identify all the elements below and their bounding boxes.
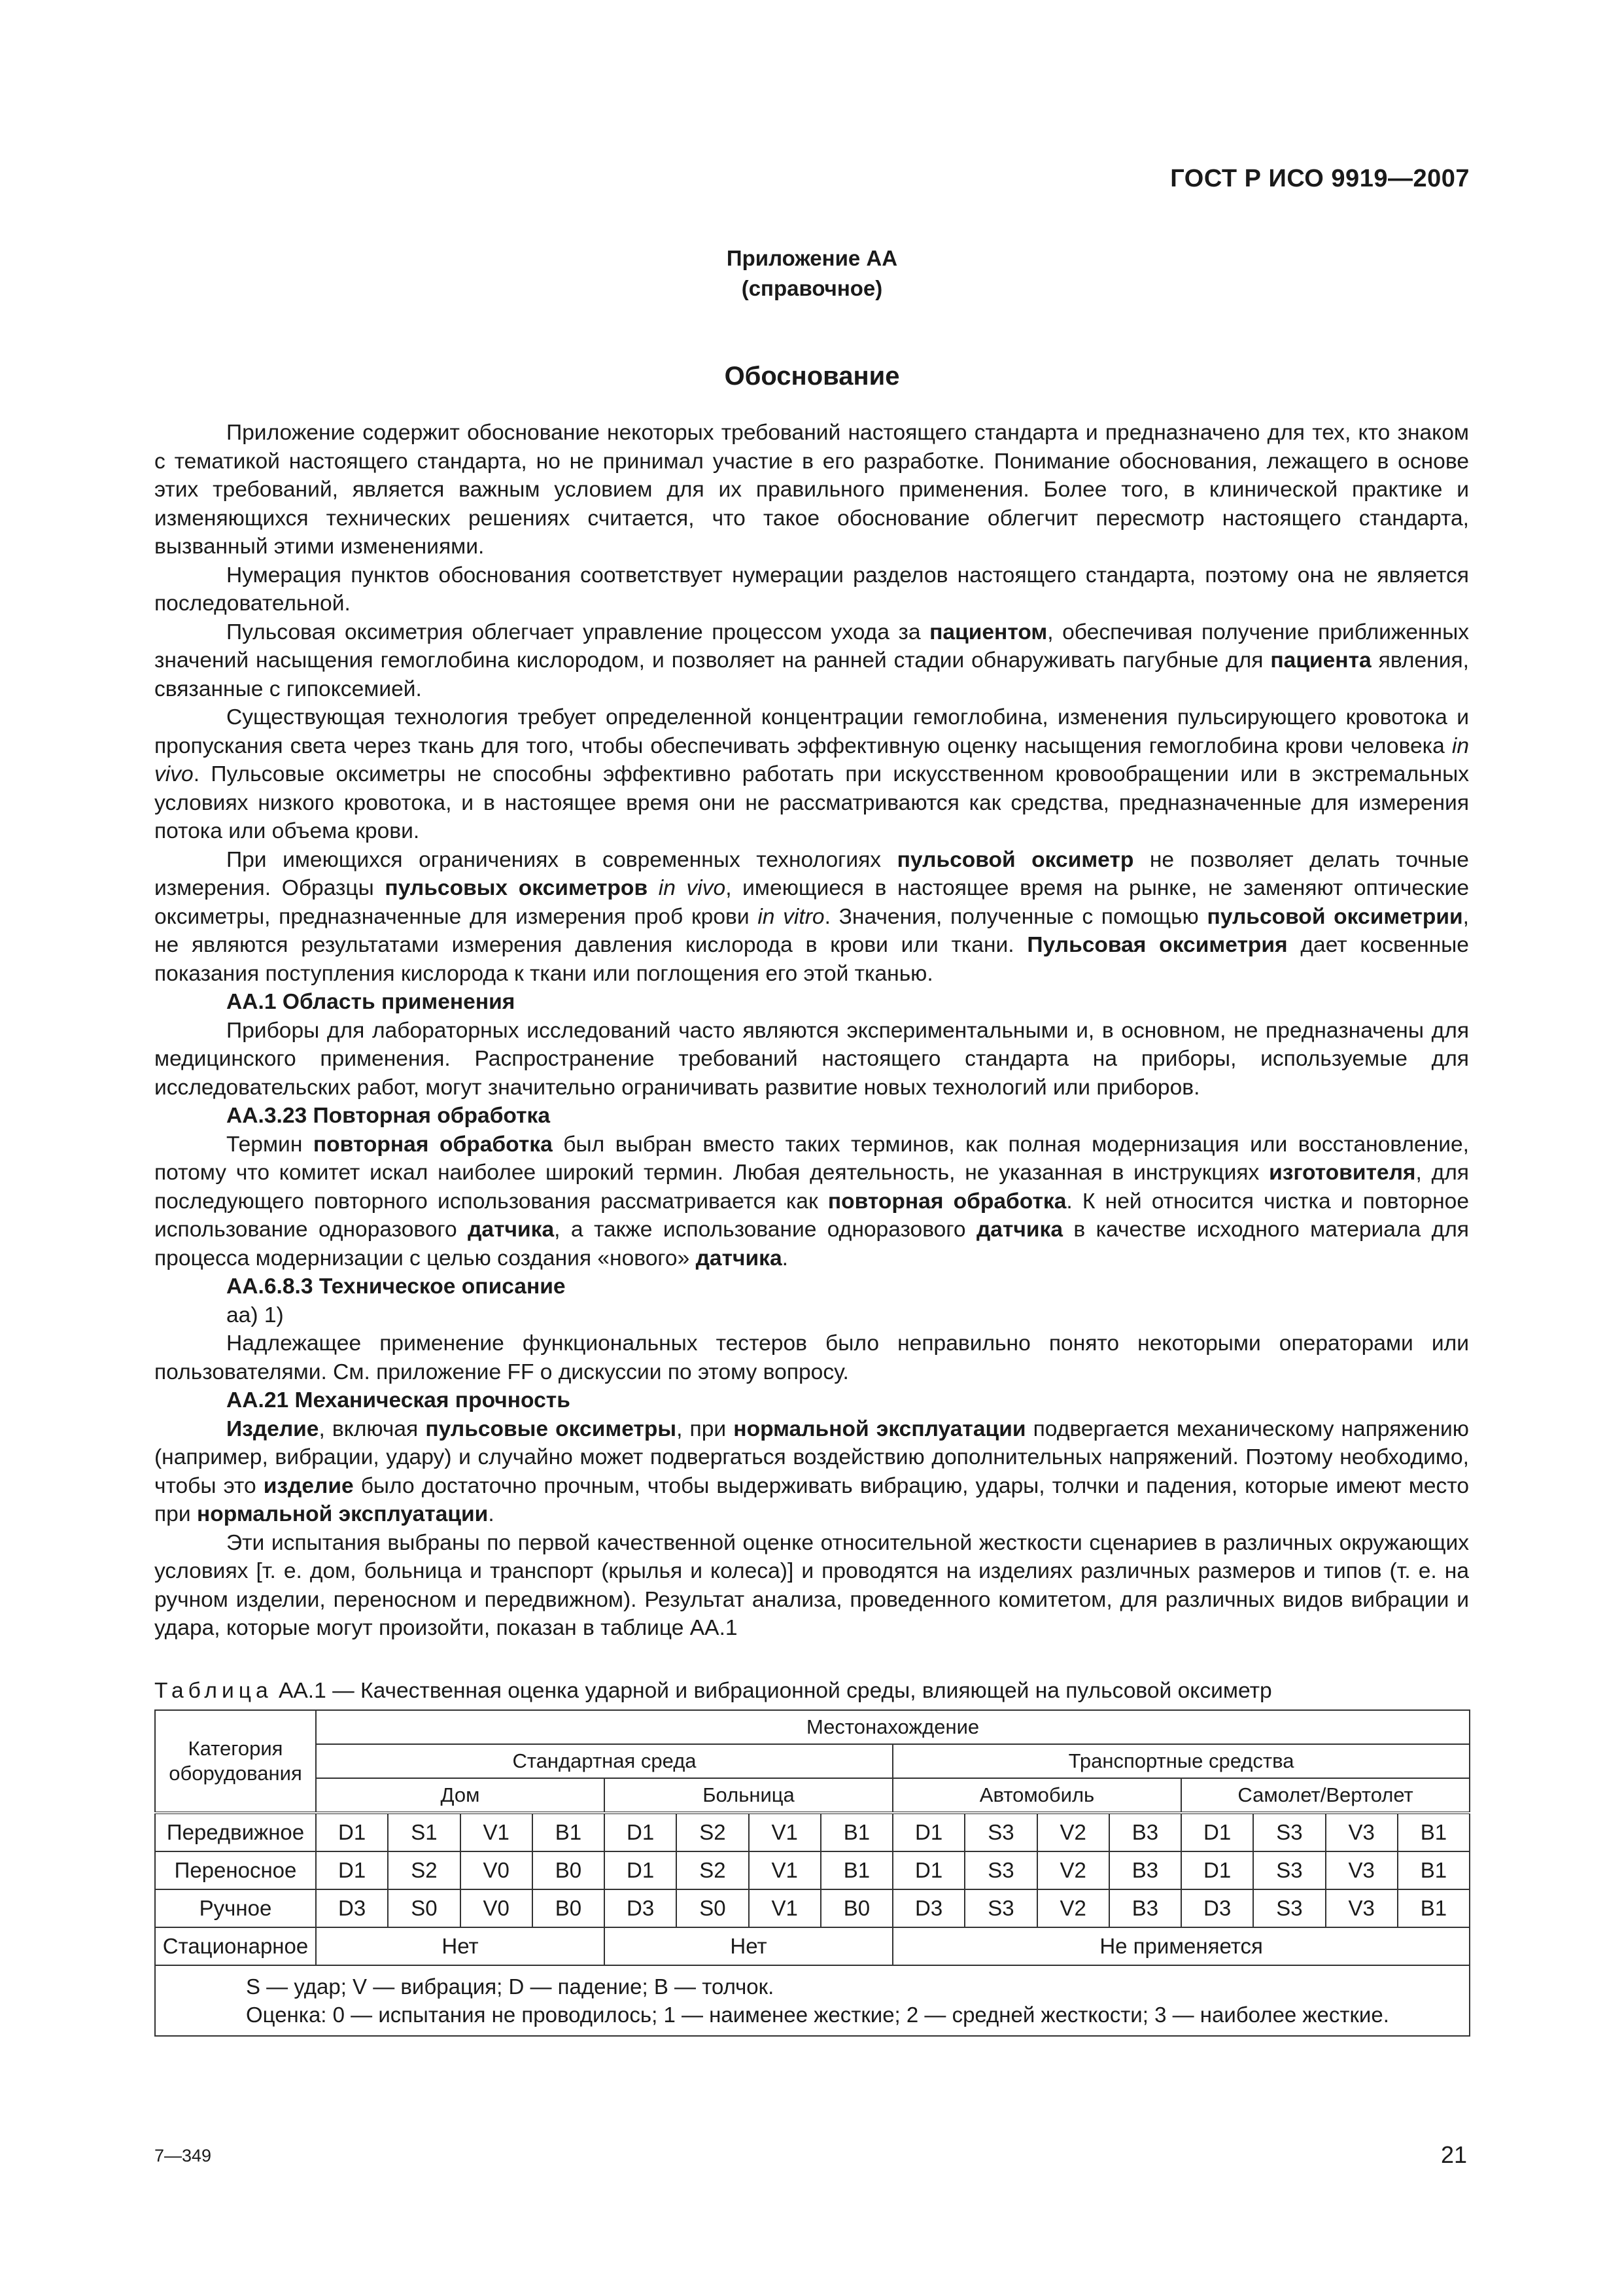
section-heading: АА.3.23 Повторная обработка bbox=[226, 1104, 551, 1128]
rating-cell: B3 bbox=[1109, 1813, 1181, 1851]
rating-cell: B1 bbox=[532, 1813, 604, 1851]
page-title: Обоснование bbox=[724, 362, 900, 391]
rating-cell: B0 bbox=[532, 1889, 604, 1927]
rating-cell: D1 bbox=[893, 1851, 965, 1889]
rating-cell: V2 bbox=[1037, 1813, 1109, 1851]
rating-cell: S3 bbox=[1253, 1889, 1325, 1927]
rating-cell: D3 bbox=[1181, 1889, 1253, 1927]
rating-cell: B0 bbox=[532, 1851, 604, 1889]
rating-cell: S0 bbox=[388, 1889, 460, 1927]
rating-cell: D1 bbox=[893, 1813, 965, 1851]
rating-cell: D1 bbox=[1181, 1851, 1253, 1889]
rating-cell: S0 bbox=[676, 1889, 748, 1927]
col-header-standard-env: Стандартная среда bbox=[316, 1744, 893, 1778]
rating-cell: V3 bbox=[1326, 1889, 1398, 1927]
rating-cell: D1 bbox=[316, 1813, 388, 1851]
rating-cell: D3 bbox=[893, 1889, 965, 1927]
paragraph: Надлежащее применение функциональных тестеров было неправильно понято некоторыми операторами или пользователями. См. приложение FF о дискуссии по этому вопросу. bbox=[154, 1331, 1469, 1384]
stationary-hospital-cell: Нет bbox=[604, 1927, 893, 1965]
table-rating-note: Оценка: 0 — испытания не проводилось; 1 — наименее жесткие; 2 — средней жесткости; 3 — наиболее жесткие. bbox=[246, 2003, 1389, 2027]
paragraph: Пульсовая оксиметрия облегчает управление процессом ухода за пациентом, обеспечивая получение приближенных значений насыщения гемоглобина кислородом, и позволяет на ранней стадии обнаруживать пагубные для пациента явления, связанные с гипоксемией. bbox=[154, 620, 1469, 701]
rating-cell: V0 bbox=[460, 1851, 532, 1889]
rating-cell: S2 bbox=[676, 1851, 748, 1889]
rating-cell: S3 bbox=[965, 1851, 1037, 1889]
footer-print-code: 7—349 bbox=[154, 2146, 212, 2165]
rating-cell: S1 bbox=[388, 1813, 460, 1851]
equipment-category-cell: Стационарное bbox=[155, 1927, 316, 1965]
rating-cell: V1 bbox=[749, 1889, 821, 1927]
equipment-category-cell: Переносное bbox=[155, 1851, 316, 1889]
equipment-category-cell: Передвижное bbox=[155, 1813, 316, 1851]
col-header-home: Дом bbox=[316, 1778, 604, 1813]
table-caption-text: АА.1 — Качественная оценка ударной и вибрационной среды, влияющей на пульсовой оксиметр bbox=[272, 1679, 1272, 1703]
section-heading: АА.21 Механическая прочность bbox=[226, 1388, 570, 1412]
document-code: ГОСТ Р ИСО 9919—2007 bbox=[1170, 165, 1470, 192]
rating-cell: V1 bbox=[749, 1851, 821, 1889]
paragraph: При имеющихся ограничениях в современных технологиях пульсовой оксиметр не позволяет делать точные измерения. Образцы пульсовых оксиметров in vivo, имеющиеся в настоящее время на рынке, не заменяют оптические оксиметры, предназначенные для измерения проб крови in vitro. Значения, полученные с помощью пульсовой оксиметрии, не являются результатами измерения давления кислорода в крови или ткани. Пульсовая оксиметрия дает косвенные показания поступления кислорода к ткани или поглощения его этой тканью. bbox=[154, 847, 1470, 986]
paragraph: Приборы для лабораторных исследований часто являются экспериментальными и, в основном, не предназначены для медицинского применения. Распространение требований настоящего стандарта на приборы, используемые для исследовательских работ, могут значительно ограничивать развитие новых технологий или приборов. bbox=[154, 1018, 1469, 1100]
col-header-car: Автомобиль bbox=[893, 1778, 1181, 1813]
rating-cell: S2 bbox=[388, 1851, 460, 1889]
col-header-hospital: Больница bbox=[604, 1778, 893, 1813]
rating-cell: B1 bbox=[821, 1813, 893, 1851]
rating-cell: V0 bbox=[460, 1889, 532, 1927]
table-caption bbox=[154, 1677, 1469, 1706]
rating-cell: D3 bbox=[316, 1889, 388, 1927]
col-header-category: Категория оборудования bbox=[155, 1710, 316, 1813]
paragraph: Термин повторная обработка был выбран вместо таких терминов, как полная модернизация или восстановление, потому что комитет искал наиболее широкий термин. Любая деятельность, не указанная в инструкциях изготовителя, для последующего повторного использования рассматривается как повторная обработка. К ней относится чистка и повторное использование одноразового датчика, а также использование одноразового датчика в качестве исходного материала для процесса модернизации с целью создания «нового» датчика. bbox=[154, 1132, 1469, 1270]
rating-cell: V3 bbox=[1326, 1813, 1398, 1851]
body-text bbox=[154, 419, 1469, 1643]
table-row bbox=[155, 1851, 1470, 1889]
rating-cell: B0 bbox=[821, 1889, 893, 1927]
rating-cell: D1 bbox=[1181, 1813, 1253, 1851]
table-legend: S — удар; V — вибрация; D — падение; B — толчок. bbox=[246, 1974, 774, 1999]
appendix-heading bbox=[0, 243, 1624, 304]
rating-cell: B3 bbox=[1109, 1889, 1181, 1927]
rating-cell: D3 bbox=[604, 1889, 676, 1927]
rating-cell: B3 bbox=[1109, 1851, 1181, 1889]
rating-cell: B1 bbox=[1398, 1813, 1470, 1851]
table-notes-row bbox=[155, 1965, 1470, 2036]
col-header-transport: Транспортные средства bbox=[893, 1744, 1470, 1778]
rating-cell: B1 bbox=[821, 1851, 893, 1889]
paragraph: Существующая технология требует определенной концентрации гемоглобина, изменения пульсирующего кровотока и пропускания света через ткань для того, чтобы обеспечивать эффективную оценку насыщения гемоглобина крови человека in vivo. Пульсовые оксиметры не способны эффективно работать при искусственном кровообращении или в экстремальных условиях низкого кровотока, и в настоящее время они не рассматриваются как средства, предназначенные для измерения потока или объема крови. bbox=[154, 705, 1469, 843]
paragraph: Нумерация пунктов обоснования соответствует нумерации разделов настоящего стандарта, поэтому она не является последовательной. bbox=[154, 563, 1469, 616]
table-row bbox=[155, 1889, 1470, 1927]
rating-cell: V2 bbox=[1037, 1889, 1109, 1927]
rating-cell: S3 bbox=[965, 1813, 1037, 1851]
appendix-title: Приложение АА bbox=[726, 246, 898, 270]
rating-cell: D1 bbox=[604, 1813, 676, 1851]
rating-cell: D1 bbox=[316, 1851, 388, 1889]
appendix-subtitle: (справочное) bbox=[741, 276, 883, 300]
paragraph: Приложение содержит обоснование некоторых требований настоящего стандарта и предназначено для тех, кто знаком с тематикой настоящего стандарта, но не принимал участие в его разработке. Понимание обоснования, лежащего в основе этих требований, является важным условием для их правильного применения. Более того, в клинической практике и изменяющихся технических решениях считается, что такое обоснование облегчит пересмотр настоящего стандарта, вызванный этими изменениями. bbox=[154, 421, 1469, 559]
rating-cell: B1 bbox=[1398, 1889, 1470, 1927]
rating-cell: V1 bbox=[749, 1813, 821, 1851]
rating-cell: V1 bbox=[460, 1813, 532, 1851]
paragraph: Эти испытания выбраны по первой качественной оценке относительной жесткости сценариев в различных окружающих условиях [т. е. дом, больница и транспорт (крылья и колеса)] и проводятся на изделиях различных размеров и типов (т. е. на ручном изделии, переносном и передвижном). Результат анализа, проведенного комитетом, для различных видов вибрации и удара, которые могут произойти, показан в таблице АА.1 bbox=[154, 1530, 1469, 1640]
table-notes bbox=[155, 1965, 1470, 2036]
page-number: 21 bbox=[1440, 2141, 1467, 2168]
paragraph: аа) 1) bbox=[226, 1303, 284, 1327]
rating-cell: S3 bbox=[1253, 1851, 1325, 1889]
section-heading: АА.6.8.3 Техническое описание bbox=[226, 1274, 566, 1299]
rating-cell: V3 bbox=[1326, 1851, 1398, 1889]
impact-vibration-table bbox=[154, 1709, 1470, 2037]
rating-cell: S3 bbox=[965, 1889, 1037, 1927]
table-row bbox=[155, 1927, 1470, 1965]
paragraph: Изделие, включая пульсовые оксиметры, при нормальной эксплуатации подвергается механическому напряжению (например, вибрации, удару) и случайно может подвергаться воздействию дополнительных напряжений. Поэтому необходимо, чтобы это изделие было достаточно прочным, чтобы выдерживать вибрацию, удары, толчки и падения, которые имеют место при нормальной эксплуатации. bbox=[154, 1416, 1469, 1526]
stationary-home-cell: Нет bbox=[316, 1927, 604, 1965]
col-header-location: Местонахождение bbox=[316, 1710, 1470, 1744]
rating-cell: V2 bbox=[1037, 1851, 1109, 1889]
equipment-category-cell: Ручное bbox=[155, 1889, 316, 1927]
table-caption-prefix: Таблица bbox=[154, 1679, 273, 1703]
table-row bbox=[155, 1813, 1470, 1851]
rating-cell: S2 bbox=[676, 1813, 748, 1851]
section-heading: АА.1 Область применения bbox=[226, 990, 515, 1014]
col-header-aircraft: Самолет/Вертолет bbox=[1181, 1778, 1470, 1813]
rating-cell: S3 bbox=[1253, 1813, 1325, 1851]
rating-cell: B1 bbox=[1398, 1851, 1470, 1889]
rating-cell: D1 bbox=[604, 1851, 676, 1889]
stationary-transport-cell: Не применяется bbox=[893, 1927, 1470, 1965]
